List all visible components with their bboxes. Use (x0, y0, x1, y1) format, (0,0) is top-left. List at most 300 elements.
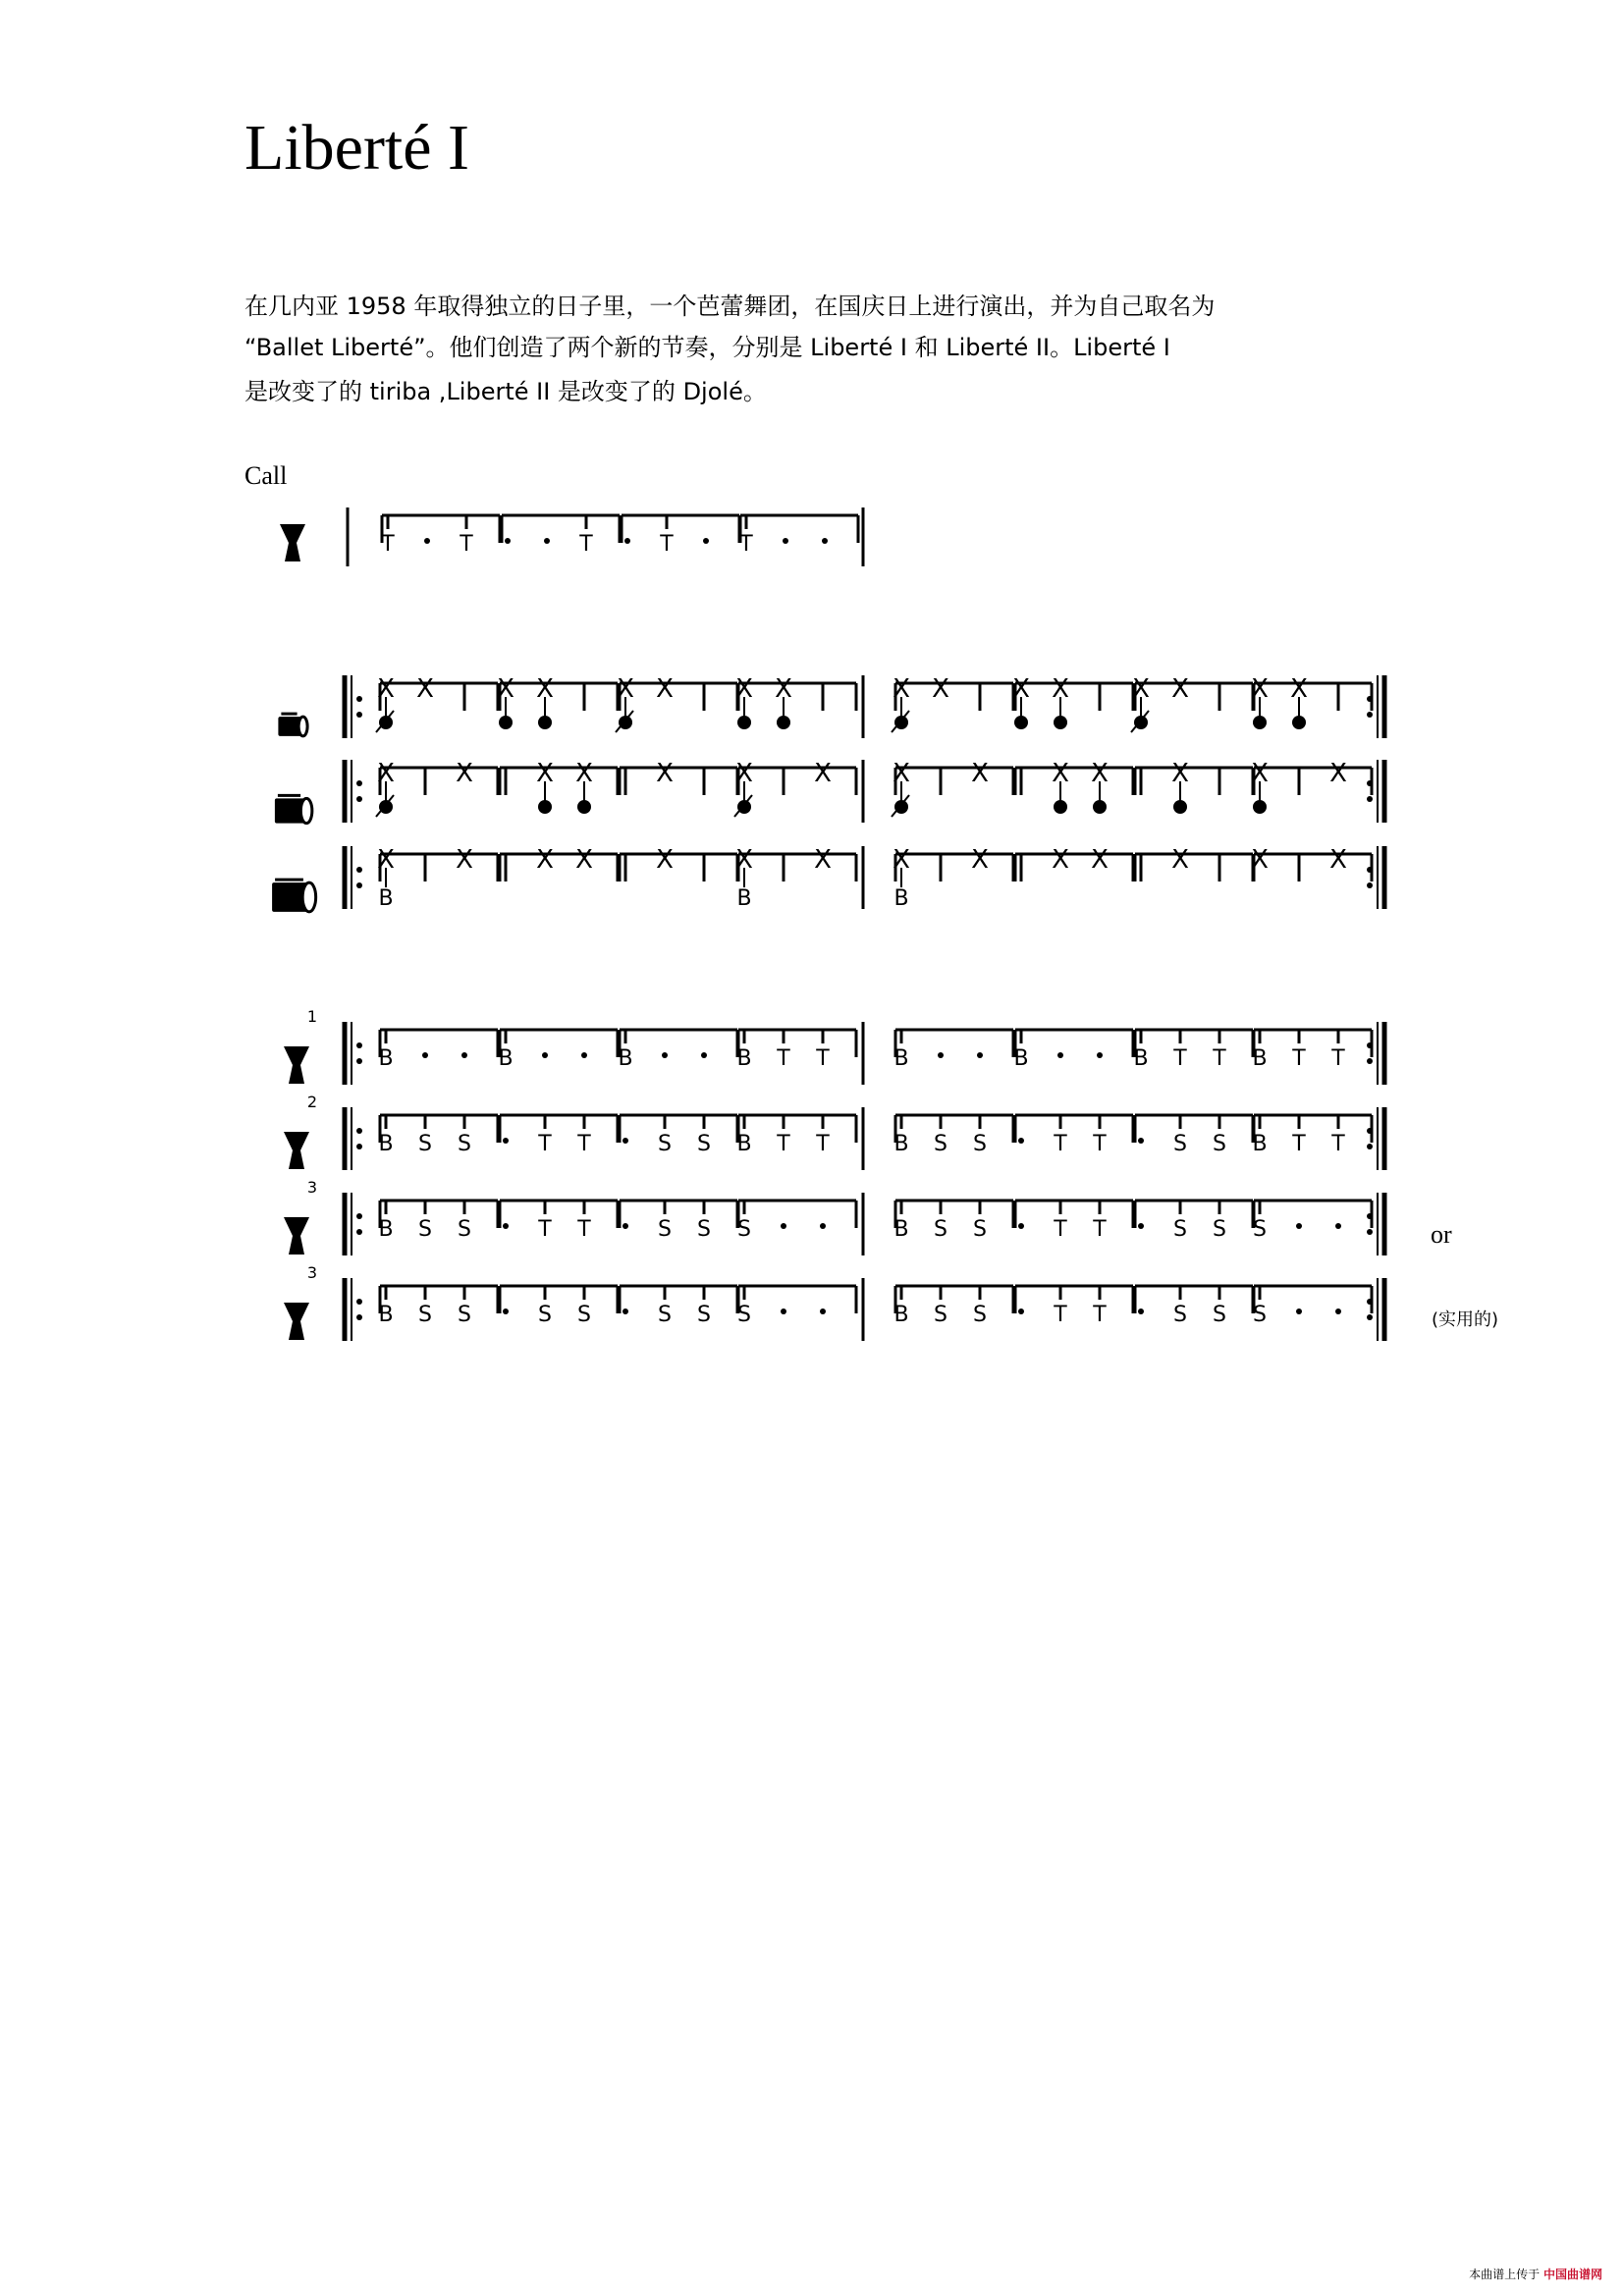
measure (736, 1115, 856, 1156)
measure (500, 1286, 618, 1327)
bell-stroke: X (932, 674, 949, 704)
stroke-S: S (1253, 1217, 1267, 1242)
measure (500, 1201, 618, 1242)
stroke-S: S (1173, 1217, 1187, 1242)
stroke-S: S (458, 1132, 471, 1156)
bass-stroke: B (378, 886, 394, 911)
open-stroke (1054, 800, 1067, 814)
repeat-dot (356, 1299, 362, 1305)
rest-dot (542, 1052, 548, 1058)
stroke-T: T (579, 532, 593, 557)
measure (734, 759, 856, 817)
stroke-S: S (538, 1303, 552, 1327)
rest-dot (424, 538, 430, 544)
stroke-B: B (378, 1132, 394, 1156)
repeat-dot (1367, 1229, 1373, 1235)
bell-stroke: X (1251, 674, 1269, 704)
measure (1251, 845, 1372, 881)
bell-stroke: X (377, 845, 395, 875)
rest-dot (703, 538, 709, 544)
stroke-S: S (737, 1217, 751, 1242)
repeat-dot (356, 1144, 362, 1149)
measure (1251, 759, 1372, 814)
stroke-T: T (739, 532, 753, 557)
variation-number: 3 (306, 1263, 318, 1282)
rest-dot (623, 1308, 628, 1314)
repeat-dot (1367, 882, 1373, 888)
measure (1253, 1286, 1372, 1327)
open-stroke (1253, 716, 1267, 729)
stroke-T: T (1331, 1132, 1345, 1156)
stroke-T: T (1093, 1217, 1107, 1242)
open-stroke (577, 800, 591, 814)
stroke-S: S (1213, 1303, 1226, 1327)
measure (502, 515, 620, 557)
stroke-B: B (1013, 1046, 1029, 1071)
rest-dot (781, 1223, 786, 1229)
stroke-T: T (777, 1132, 790, 1156)
stroke-T: T (1054, 1217, 1067, 1242)
repeat-dot (356, 1058, 362, 1064)
rest-dot (938, 1052, 944, 1058)
measure (1015, 1286, 1133, 1327)
measure (736, 1030, 856, 1071)
repeat-start-sign (345, 1193, 362, 1255)
bell-stroke: X (775, 674, 792, 704)
stroke-S: S (658, 1217, 672, 1242)
measure (500, 845, 618, 881)
measure (1015, 1115, 1133, 1156)
repeat-dot (356, 867, 362, 873)
intro-line-1: 在几内亚 1958 年取得独立的日子里，一个芭蕾舞团，在国庆日上进行演出，并为自己取名为 (244, 293, 1216, 320)
call-label: Call (244, 461, 288, 490)
open-stroke (1093, 800, 1107, 814)
open-stroke (737, 716, 751, 729)
intro-line-2: “Ballet Liberté”。他们创造了两个新的节奏，分别是 Liberté I 和 Liberté II。Liberté I (244, 334, 1170, 361)
measure (893, 1201, 1013, 1242)
bell-stroke: X (456, 759, 473, 788)
rest-dot (1138, 1138, 1144, 1144)
rest-dot (781, 1308, 786, 1314)
open-stroke (499, 716, 513, 729)
bell-stroke: X (1052, 674, 1069, 704)
bell-stroke: X (1251, 845, 1269, 875)
bell-stroke: X (536, 845, 554, 875)
stroke-T: T (777, 1046, 790, 1071)
stroke-S: S (934, 1217, 947, 1242)
bell-stroke: X (617, 674, 634, 704)
stroke-B: B (378, 1217, 394, 1242)
repeat-dot (356, 696, 362, 702)
bell-stroke: X (1052, 759, 1069, 788)
intro-line-3: 是改变了的 tiriba ,Liberté II 是改变了的 Djolé。 (244, 378, 767, 405)
measure (1252, 1115, 1372, 1156)
rest-dot (1296, 1308, 1302, 1314)
stroke-T: T (1054, 1303, 1067, 1327)
djembe-shape (284, 1046, 309, 1084)
measure (737, 1201, 856, 1242)
bell-stroke: X (1329, 759, 1347, 788)
measure (378, 1030, 498, 1071)
repeat-dot (356, 1229, 362, 1235)
bell-stroke: X (416, 674, 434, 704)
stroke-S: S (973, 1217, 987, 1242)
bell-stroke: X (1171, 674, 1189, 704)
measure (500, 759, 618, 814)
open-stroke (1014, 716, 1028, 729)
stroke-S: S (1173, 1132, 1187, 1156)
measure (892, 759, 1013, 817)
repeat-end-sign (1367, 760, 1384, 823)
repeat-dot (356, 796, 362, 802)
stroke-T: T (1054, 1132, 1067, 1156)
djembe-icon (284, 1132, 309, 1169)
bell-stroke: X (497, 674, 514, 704)
kenkeni-icon (278, 714, 307, 736)
rest-dot (544, 538, 550, 544)
bass-stroke: B (893, 886, 909, 911)
stroke-T: T (660, 532, 674, 557)
repeat-dot (1367, 867, 1373, 873)
stroke-S: S (1173, 1303, 1187, 1327)
stroke-S: S (973, 1132, 987, 1156)
repeat-dot (1367, 1128, 1373, 1134)
bell-stroke: X (1132, 674, 1150, 704)
repeat-dot (356, 1042, 362, 1048)
rest-dot (1296, 1223, 1302, 1229)
measure (1135, 1201, 1253, 1242)
stroke-B: B (498, 1046, 514, 1071)
stroke-B: B (893, 1046, 909, 1071)
measure (378, 1115, 498, 1156)
stroke-T: T (1292, 1046, 1306, 1071)
rest-dot (783, 538, 788, 544)
stroke-S: S (418, 1303, 432, 1327)
or-label: or (1431, 1220, 1452, 1249)
measure (622, 515, 739, 557)
rest-dot (503, 1223, 509, 1229)
rest-dot (1018, 1308, 1024, 1314)
repeat-end-sign (1367, 675, 1384, 738)
bell-stroke: X (536, 674, 554, 704)
rest-dot (422, 1052, 428, 1058)
bell-stroke: X (814, 845, 832, 875)
repeat-end-sign (1367, 1278, 1384, 1341)
stroke-S: S (658, 1132, 672, 1156)
repeat-dot (1367, 1042, 1373, 1048)
stroke-S: S (577, 1303, 591, 1327)
bell-stroke: X (377, 759, 395, 788)
repeat-dot (1367, 1058, 1373, 1064)
stroke-S: S (973, 1303, 987, 1327)
measure (620, 845, 737, 881)
measure (1133, 1030, 1253, 1071)
bell-stroke: X (575, 759, 593, 788)
djembe-icon (284, 1217, 309, 1255)
measure (376, 674, 498, 732)
stroke-T: T (1213, 1046, 1226, 1071)
bell-stroke: X (971, 845, 989, 875)
sangban-icon (275, 795, 312, 823)
measure (893, 1286, 1013, 1327)
measure (1013, 1030, 1133, 1071)
open-stroke (538, 800, 552, 814)
rest-dot (822, 538, 828, 544)
stroke-B: B (378, 1046, 394, 1071)
repeat-dot (1367, 1144, 1373, 1149)
stroke-S: S (1213, 1217, 1226, 1242)
measure (620, 759, 737, 795)
page-title: Liberté I (244, 112, 470, 184)
rest-dot (820, 1223, 826, 1229)
bell-stroke: X (1171, 845, 1189, 875)
rest-dot (503, 1308, 509, 1314)
stroke-T: T (816, 1132, 830, 1156)
repeat-dot (356, 1314, 362, 1320)
repeat-dot (1367, 780, 1373, 786)
rest-dot (820, 1308, 826, 1314)
measure (893, 1030, 1013, 1071)
measure (497, 674, 618, 729)
stroke-S: S (697, 1217, 711, 1242)
measure (1135, 845, 1253, 881)
measure (1135, 759, 1253, 814)
rest-dot (1138, 1308, 1144, 1314)
repeat-dot (356, 1213, 362, 1219)
stroke-T: T (1173, 1046, 1187, 1071)
djembe-icon (284, 1303, 309, 1340)
bell-stroke: X (656, 845, 674, 875)
rest-dot (1018, 1223, 1024, 1229)
measure (618, 1030, 737, 1071)
bell-stroke: X (656, 674, 674, 704)
rest-dot (662, 1052, 668, 1058)
bell-stroke: X (1012, 674, 1030, 704)
stroke-T: T (1093, 1303, 1107, 1327)
repeat-dot (1367, 712, 1373, 718)
rest-dot (623, 1223, 628, 1229)
bell-stroke: X (893, 674, 910, 704)
bell-stroke: X (1290, 674, 1308, 704)
measure (620, 1286, 737, 1327)
stroke-T: T (577, 1132, 591, 1156)
repeat-start-sign (345, 1278, 362, 1341)
bass-stroke: B (736, 886, 752, 911)
stroke-S: S (697, 1132, 711, 1156)
stroke-T: T (1292, 1132, 1306, 1156)
practical-label: (实用的) (1432, 1309, 1499, 1330)
bell-stroke: X (1091, 845, 1109, 875)
stroke-B: B (893, 1303, 909, 1327)
footer (1469, 2266, 1602, 2282)
measure (378, 1286, 498, 1327)
variation-number: 1 (306, 1007, 318, 1026)
repeat-dot (1367, 796, 1373, 802)
dundunba-icon (272, 880, 316, 912)
stroke-B: B (736, 1046, 752, 1071)
measure (620, 1201, 737, 1242)
drum-head (298, 717, 307, 736)
open-stroke (777, 716, 790, 729)
bell-stroke: X (575, 845, 593, 875)
bell-stroke: X (971, 759, 989, 788)
bell-stroke: X (814, 759, 832, 788)
open-stroke (1292, 716, 1306, 729)
measure (1135, 1115, 1253, 1156)
stroke-S: S (458, 1217, 471, 1242)
repeat-dot (1367, 1299, 1373, 1305)
rest-dot (1335, 1223, 1341, 1229)
open-stroke (1173, 800, 1187, 814)
measure (620, 1115, 737, 1156)
open-stroke (1253, 800, 1267, 814)
repeat-dot (356, 780, 362, 786)
stroke-S: S (418, 1217, 432, 1242)
djembe-shape (284, 1132, 309, 1169)
bell-stroke: X (377, 674, 395, 704)
rest-dot (701, 1052, 707, 1058)
stroke-B: B (1252, 1046, 1268, 1071)
measure (616, 674, 737, 732)
open-stroke (538, 716, 552, 729)
rest-dot (1018, 1138, 1024, 1144)
stroke-B: B (1252, 1132, 1268, 1156)
bell-stroke: X (456, 845, 473, 875)
bell-stroke: X (735, 845, 753, 875)
stroke-T: T (538, 1132, 552, 1156)
rest-dot (1057, 1052, 1063, 1058)
measure (735, 845, 856, 911)
measure (380, 515, 500, 557)
stroke-S: S (1253, 1303, 1267, 1327)
bell-stroke: X (893, 759, 910, 788)
repeat-end-sign (1367, 1193, 1384, 1255)
measure (500, 1115, 618, 1156)
bell-stroke: X (1171, 759, 1189, 788)
bell-stroke: X (1091, 759, 1109, 788)
measure (377, 845, 498, 911)
stroke-S: S (1213, 1132, 1226, 1156)
bell-stroke: X (893, 845, 910, 875)
rest-dot (503, 1138, 509, 1144)
stroke-B: B (893, 1132, 909, 1156)
bell-stroke: X (1251, 759, 1269, 788)
variation-number: 3 (306, 1178, 318, 1197)
measure (376, 759, 498, 817)
repeat-end-sign (1367, 846, 1384, 909)
stroke-S: S (934, 1132, 947, 1156)
rest-dot (623, 1138, 628, 1144)
measure (498, 1030, 618, 1071)
rest-dot (1138, 1223, 1144, 1229)
bell-stroke: X (1329, 845, 1347, 875)
measure (1253, 1201, 1372, 1242)
rest-dot (581, 1052, 587, 1058)
stroke-S: S (934, 1303, 947, 1327)
repeat-dot (1367, 696, 1373, 702)
measure (378, 1201, 498, 1242)
rest-dot (1097, 1052, 1103, 1058)
measure (1131, 674, 1253, 732)
stroke-T: T (381, 532, 395, 557)
rest-dot (505, 538, 511, 544)
repeat-start-sign (345, 675, 362, 738)
footer-prefix: 本曲谱上传于 (1469, 2268, 1541, 2281)
measure (1251, 674, 1372, 729)
drum-head (300, 798, 312, 823)
repeat-dot (356, 1128, 362, 1134)
measure (735, 674, 856, 729)
repeat-end-sign (1367, 1107, 1384, 1170)
djembe-shape (280, 524, 305, 561)
repeat-dot (1367, 1213, 1373, 1219)
bell-stroke: X (735, 759, 753, 788)
repeat-dot (1367, 1314, 1373, 1320)
djembe-shape (284, 1303, 309, 1340)
measure (892, 674, 1013, 732)
rest-dot (624, 538, 630, 544)
stroke-T: T (538, 1217, 552, 1242)
bell-stroke: X (656, 759, 674, 788)
stroke-T: T (1093, 1132, 1107, 1156)
rest-dot (977, 1052, 983, 1058)
djembe-icon (284, 1046, 309, 1084)
bell-stroke: X (1052, 845, 1069, 875)
measure (1012, 674, 1133, 729)
stroke-S: S (458, 1303, 471, 1327)
stroke-S: S (418, 1132, 432, 1156)
measure (737, 1286, 856, 1327)
stroke-B: B (618, 1046, 633, 1071)
variation-number: 2 (306, 1093, 318, 1111)
drum-head (302, 882, 316, 912)
repeat-dot (356, 882, 362, 888)
measure (1015, 759, 1133, 814)
bell-stroke: X (536, 759, 554, 788)
stroke-B: B (1133, 1046, 1149, 1071)
stroke-T: T (1331, 1046, 1345, 1071)
measure (1135, 1286, 1253, 1327)
open-stroke (1054, 716, 1067, 729)
stroke-S: S (658, 1303, 672, 1327)
measure (1252, 1030, 1372, 1071)
repeat-start-sign (345, 760, 362, 823)
repeat-start-sign (345, 1107, 362, 1170)
measure (893, 845, 1013, 911)
rest-dot (1335, 1308, 1341, 1314)
bell-stroke: X (735, 674, 753, 704)
stroke-S: S (697, 1303, 711, 1327)
stroke-B: B (378, 1303, 394, 1327)
repeat-start-sign (345, 1022, 362, 1085)
footer-brand: 中国曲谱网 (1543, 2268, 1602, 2281)
djembe-shape (284, 1217, 309, 1255)
measure (893, 1115, 1013, 1156)
repeat-end-sign (1367, 1022, 1384, 1085)
repeat-dot (356, 712, 362, 718)
stroke-B: B (893, 1217, 909, 1242)
measure (1015, 1201, 1133, 1242)
djembe-icon (280, 524, 305, 561)
repeat-start-sign (345, 846, 362, 909)
stroke-T: T (577, 1217, 591, 1242)
stroke-T: T (816, 1046, 830, 1071)
stroke-S: S (737, 1303, 751, 1327)
stroke-B: B (736, 1132, 752, 1156)
measure (738, 515, 858, 557)
rest-dot (461, 1052, 467, 1058)
stroke-T: T (460, 532, 473, 557)
